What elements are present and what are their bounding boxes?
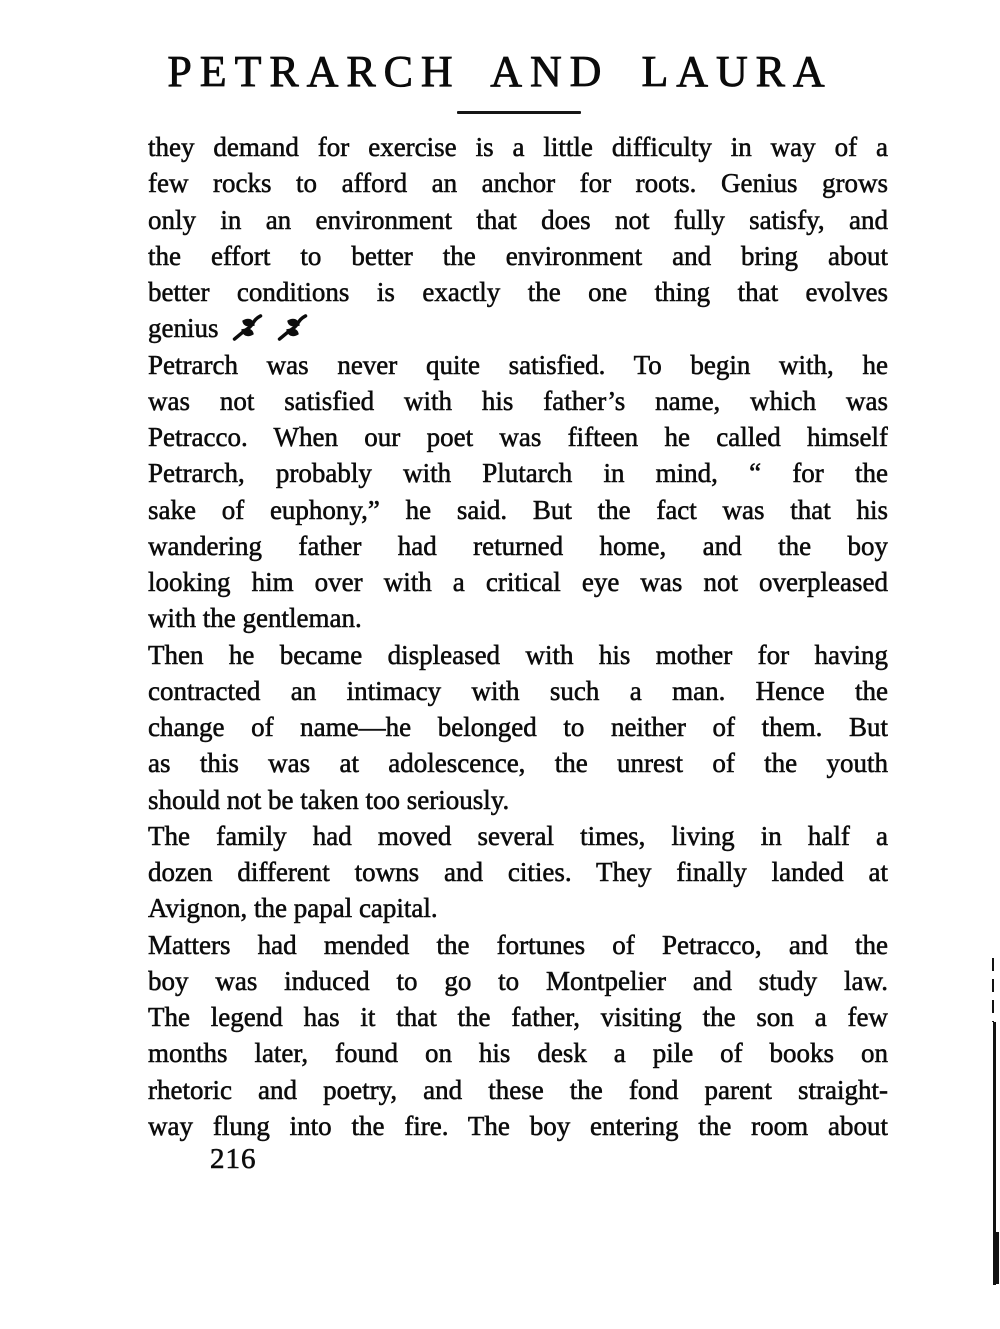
fleuron-icon xyxy=(277,314,309,341)
fleuron-icon xyxy=(232,314,264,341)
page-number: 216 xyxy=(210,1143,257,1175)
text-line: months later, found on his desk a pile of books on xyxy=(148,1038,888,1069)
text-line: with the gentleman. xyxy=(148,603,362,634)
text-line: rhetoric and poetry, and these the fond parent straight- xyxy=(148,1074,888,1105)
text-line: Petrarch was never quite satisfied. To begin with, he xyxy=(148,349,888,380)
scan-edge-mark-dashed xyxy=(992,958,994,1022)
text-line: change of name—he belonged to neither of them. But xyxy=(148,712,888,742)
text-line: as this was at adolescence, the unrest of the youth xyxy=(148,748,888,779)
text-line: was not satisfied with his father’s name, which was xyxy=(148,385,888,416)
text-line: Petracco. When our poet was fifteen he called himself xyxy=(148,422,888,452)
text-line: Petrarch, probably with Plutarch in mind, “ for the xyxy=(148,458,888,489)
text-line: sake of euphony,” he said. But the fact was that his xyxy=(148,494,888,525)
text-line: boy was induced to go to Montpelier and study law. xyxy=(148,965,888,996)
text-line: contracted an intimacy with such a man. Hence the xyxy=(148,675,888,706)
text-line: wandering father had returned home, and the boy xyxy=(148,530,888,561)
scan-edge-mark-thick xyxy=(995,1232,999,1284)
text-line: Avignon, the papal capital. xyxy=(148,893,438,924)
text-line: looking him over with a critical eye was not overpleased xyxy=(148,567,888,597)
text-line: The legend has it that the father, visiting the son a few xyxy=(148,1002,888,1032)
text-line: only in an environment that does not fully satisfy, and xyxy=(148,204,888,235)
title-divider-rule xyxy=(457,111,581,114)
text-line: few rocks to afford an anchor for roots. Genius grows xyxy=(148,168,888,199)
text-line: Then he became displeased with his mother for having xyxy=(148,639,888,670)
text-line: Matters had mended the fortunes of Petracco, and the xyxy=(148,929,888,960)
text-line: better conditions is exactly the one thing that evolves xyxy=(148,277,888,307)
text-line: the effort to better the environment and bring about xyxy=(148,240,888,271)
text-block xyxy=(148,129,888,1144)
page-title: PETRARCH AND LAURA xyxy=(167,47,833,96)
text-line: genius xyxy=(148,310,888,346)
text-line: way flung into the fire. The boy entering the room about xyxy=(148,1110,888,1141)
text-line: dozen different towns and cities. They finally landed at xyxy=(148,857,888,887)
text-line: should not be taken too seriously. xyxy=(148,784,510,815)
text-line: they demand for exercise is a little difficulty in way of a xyxy=(148,132,888,162)
text-line: The family had moved several times, living in half a xyxy=(148,820,888,851)
